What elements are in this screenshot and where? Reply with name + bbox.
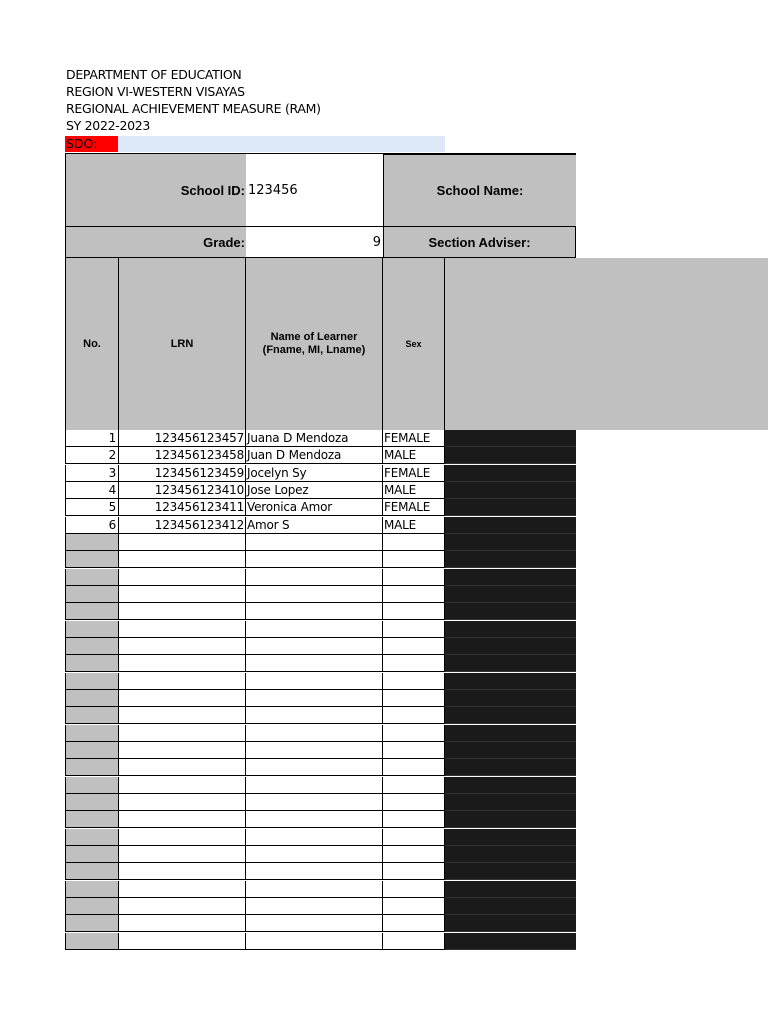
table-row	[65, 742, 576, 759]
cell-lrn[interactable]	[119, 863, 246, 880]
table-row	[65, 586, 576, 603]
table-row	[65, 881, 576, 898]
cell-no[interactable]: 5	[65, 499, 119, 516]
table-row	[65, 933, 576, 950]
cell-no[interactable]	[65, 863, 119, 880]
cell-learner-name[interactable]	[246, 759, 383, 776]
table-row	[65, 638, 576, 655]
cell-sex[interactable]	[383, 898, 445, 915]
cell-learner-name[interactable]	[246, 933, 383, 950]
table-row	[65, 759, 576, 776]
cell-extra[interactable]	[445, 829, 576, 846]
cell-no[interactable]: 1	[65, 430, 119, 447]
cell-sex[interactable]	[383, 655, 445, 672]
table-row	[65, 517, 576, 534]
cell-lrn[interactable]	[119, 794, 246, 811]
cell-learner-name[interactable]	[246, 655, 383, 672]
cell-extra[interactable]	[445, 811, 576, 828]
column-header-no-text: No.	[83, 337, 101, 350]
table-row	[65, 777, 576, 794]
cell-extra[interactable]	[445, 551, 576, 568]
cell-no[interactable]	[65, 881, 119, 898]
table-row	[65, 482, 576, 499]
cell-extra[interactable]	[445, 655, 576, 672]
table-row	[65, 863, 576, 880]
cell-sex[interactable]: MALE	[383, 482, 445, 499]
cell-sex[interactable]	[383, 621, 445, 638]
column-header-sex-text: Sex	[405, 338, 422, 349]
cell-extra[interactable]	[445, 846, 576, 863]
cell-extra[interactable]	[445, 447, 576, 464]
cell-extra[interactable]	[445, 673, 576, 690]
cell-lrn[interactable]	[119, 881, 246, 898]
column-header-lrn-text: LRN	[170, 337, 194, 350]
cell-learner-name[interactable]	[246, 638, 383, 655]
cell-sex[interactable]: MALE	[383, 517, 445, 534]
header-measure: REGIONAL ACHIEVEMENT MEASURE (RAM)	[66, 101, 321, 116]
cell-sex[interactable]	[383, 829, 445, 846]
school-id-label-cell	[65, 153, 246, 227]
cell-lrn[interactable]: 123456123412	[119, 517, 246, 534]
section-adviser-label: Section Adviser:	[428, 234, 531, 250]
header-school-year: SY 2022-2023	[66, 118, 151, 133]
table-row	[65, 794, 576, 811]
cell-lrn[interactable]	[119, 777, 246, 794]
table-row	[65, 603, 576, 620]
cell-extra[interactable]	[445, 517, 576, 534]
table-row	[65, 811, 576, 828]
cell-learner-name[interactable]	[246, 811, 383, 828]
cell-sex[interactable]	[383, 759, 445, 776]
cell-lrn[interactable]	[119, 638, 246, 655]
cell-extra[interactable]	[445, 898, 576, 915]
cell-sex[interactable]	[383, 794, 445, 811]
cell-sex[interactable]	[383, 603, 445, 620]
school-name-label-cell	[383, 153, 576, 227]
cell-no[interactable]	[65, 742, 119, 759]
cell-extra[interactable]	[445, 933, 576, 950]
cell-no[interactable]	[65, 846, 119, 863]
table-row	[65, 447, 576, 464]
cell-sex[interactable]	[383, 638, 445, 655]
cell-learner-name[interactable]	[246, 690, 383, 707]
cell-no[interactable]	[65, 829, 119, 846]
cell-sex[interactable]	[383, 811, 445, 828]
cell-learner-name[interactable]	[246, 777, 383, 794]
sdo-value-cell[interactable]	[118, 136, 445, 152]
cell-sex[interactable]	[383, 846, 445, 863]
cell-learner-name[interactable]	[246, 863, 383, 880]
header-department: DEPARTMENT OF EDUCATION	[66, 67, 242, 82]
cell-learner-name[interactable]	[246, 881, 383, 898]
cell-sex[interactable]	[383, 707, 445, 724]
cell-sex[interactable]	[383, 673, 445, 690]
cell-lrn[interactable]	[119, 534, 246, 551]
sdo-label: SDO:	[65, 136, 118, 152]
cell-sex[interactable]	[383, 933, 445, 950]
cell-no[interactable]	[65, 933, 119, 950]
cell-learner-name[interactable]	[246, 569, 383, 586]
cell-sex[interactable]	[383, 569, 445, 586]
cell-no[interactable]: 6	[65, 517, 119, 534]
table-row	[65, 829, 576, 846]
table-row	[65, 534, 576, 551]
cell-learner-name[interactable]	[246, 915, 383, 932]
column-header-extra	[445, 258, 768, 430]
cell-extra[interactable]	[445, 638, 576, 655]
cell-no[interactable]	[65, 725, 119, 742]
table-row	[65, 690, 576, 707]
column-header-name-text: Name of Learner (Fname, MI, Lname)	[262, 331, 366, 356]
section-adviser-label-cell	[383, 227, 576, 258]
cell-no[interactable]: 2	[65, 447, 119, 464]
cell-lrn[interactable]	[119, 915, 246, 932]
column-header-lrn	[119, 258, 246, 430]
school-name-label: School Name:	[436, 183, 524, 198]
cell-lrn[interactable]: 123456123457	[119, 430, 246, 447]
cell-learner-name[interactable]: Veronica Amor	[246, 499, 383, 516]
cell-no[interactable]	[65, 586, 119, 603]
cell-no[interactable]	[65, 915, 119, 932]
cell-learner-name[interactable]	[246, 603, 383, 620]
grade-label: Grade:	[203, 234, 245, 250]
cell-lrn[interactable]	[119, 655, 246, 672]
table-row	[65, 725, 576, 742]
cell-lrn[interactable]	[119, 933, 246, 950]
cell-learner-name[interactable]	[246, 898, 383, 915]
cell-learner-name[interactable]	[246, 846, 383, 863]
cell-extra[interactable]	[445, 777, 576, 794]
cell-learner-name[interactable]: Jose Lopez	[246, 482, 383, 499]
cell-no[interactable]	[65, 534, 119, 551]
cell-sex[interactable]	[383, 742, 445, 759]
cell-extra[interactable]	[445, 759, 576, 776]
cell-lrn[interactable]	[119, 603, 246, 620]
cell-lrn[interactable]	[119, 551, 246, 568]
column-header-no	[65, 258, 119, 430]
cell-extra[interactable]	[445, 690, 576, 707]
cell-no[interactable]	[65, 655, 119, 672]
grade-label-cell	[65, 227, 246, 258]
table-row	[65, 707, 576, 724]
cell-sex[interactable]	[383, 534, 445, 551]
cell-learner-name[interactable]	[246, 707, 383, 724]
cell-extra[interactable]	[445, 482, 576, 499]
cell-no[interactable]	[65, 551, 119, 568]
cell-learner-name[interactable]	[246, 794, 383, 811]
cell-lrn[interactable]	[119, 707, 246, 724]
cell-sex[interactable]: FEMALE	[383, 465, 445, 482]
table-row	[65, 569, 576, 586]
cell-extra[interactable]	[445, 707, 576, 724]
cell-extra[interactable]	[445, 586, 576, 603]
cell-learner-name[interactable]	[246, 829, 383, 846]
cell-extra[interactable]	[445, 430, 576, 447]
school-id-value: 123456	[248, 182, 298, 198]
table-row	[65, 621, 576, 638]
cell-no[interactable]	[65, 777, 119, 794]
cell-no[interactable]	[65, 569, 119, 586]
table-row	[65, 430, 576, 447]
cell-extra[interactable]	[445, 881, 576, 898]
cell-extra[interactable]	[445, 863, 576, 880]
cell-sex[interactable]	[383, 586, 445, 603]
cell-learner-name[interactable]	[246, 621, 383, 638]
cell-no[interactable]	[65, 898, 119, 915]
cell-sex[interactable]	[383, 551, 445, 568]
cell-sex[interactable]: FEMALE	[383, 499, 445, 516]
cell-lrn[interactable]	[119, 898, 246, 915]
cell-sex[interactable]: FEMALE	[383, 430, 445, 447]
cell-extra[interactable]	[445, 794, 576, 811]
cell-lrn[interactable]: 123456123411	[119, 499, 246, 516]
cell-learner-name[interactable]	[246, 673, 383, 690]
cell-extra[interactable]	[445, 569, 576, 586]
cell-no[interactable]: 4	[65, 482, 119, 499]
school-id-label: School ID:	[180, 182, 245, 198]
cell-lrn[interactable]	[119, 690, 246, 707]
header-region: REGION VI-WESTERN VISAYAS	[66, 84, 245, 99]
column-header-sex	[383, 258, 445, 430]
cell-extra[interactable]	[445, 742, 576, 759]
cell-no[interactable]	[65, 707, 119, 724]
cell-no[interactable]	[65, 794, 119, 811]
cell-lrn[interactable]	[119, 586, 246, 603]
table-row	[65, 499, 576, 516]
cell-lrn[interactable]: 123456123458	[119, 447, 246, 464]
cell-lrn[interactable]	[119, 759, 246, 776]
cell-lrn[interactable]	[119, 742, 246, 759]
table-row	[65, 465, 576, 482]
cell-learner-name[interactable]	[246, 551, 383, 568]
cell-no[interactable]: 3	[65, 465, 119, 482]
grade-value-cell[interactable]	[246, 227, 383, 258]
cell-sex[interactable]	[383, 881, 445, 898]
cell-lrn[interactable]	[119, 829, 246, 846]
table-row	[65, 846, 576, 863]
cell-learner-name[interactable]	[246, 725, 383, 742]
cell-extra[interactable]	[445, 534, 576, 551]
school-id-value-cell[interactable]	[246, 153, 383, 227]
cell-lrn[interactable]	[119, 811, 246, 828]
cell-sex[interactable]	[383, 725, 445, 742]
cell-learner-name[interactable]	[246, 586, 383, 603]
cell-learner-name[interactable]	[246, 534, 383, 551]
cell-no[interactable]	[65, 638, 119, 655]
cell-no[interactable]	[65, 759, 119, 776]
cell-no[interactable]	[65, 690, 119, 707]
cell-sex[interactable]	[383, 915, 445, 932]
cell-sex[interactable]: MALE	[383, 447, 445, 464]
cell-lrn[interactable]	[119, 725, 246, 742]
cell-learner-name[interactable]: Jocelyn Sy	[246, 465, 383, 482]
cell-sex[interactable]	[383, 690, 445, 707]
cell-learner-name[interactable]: Juan D Mendoza	[246, 447, 383, 464]
table-row	[65, 551, 576, 568]
cell-extra[interactable]	[445, 621, 576, 638]
grade-value: 9	[372, 234, 381, 250]
table-row	[65, 655, 576, 672]
cell-sex[interactable]	[383, 777, 445, 794]
cell-learner-name[interactable]: Amor S	[246, 517, 383, 534]
table-row	[65, 898, 576, 915]
cell-sex[interactable]	[383, 863, 445, 880]
cell-extra[interactable]	[445, 603, 576, 620]
cell-lrn[interactable]: 123456123410	[119, 482, 246, 499]
cell-lrn[interactable]	[119, 569, 246, 586]
cell-no[interactable]	[65, 673, 119, 690]
cell-no[interactable]	[65, 811, 119, 828]
column-header-name	[246, 258, 383, 430]
cell-extra[interactable]	[445, 465, 576, 482]
table-row	[65, 673, 576, 690]
cell-learner-name[interactable]	[246, 742, 383, 759]
cell-no[interactable]	[65, 603, 119, 620]
cell-learner-name[interactable]: Juana D Mendoza	[246, 430, 383, 447]
cell-extra[interactable]	[445, 915, 576, 932]
cell-no[interactable]	[65, 621, 119, 638]
cell-lrn[interactable]: 123456123459	[119, 465, 246, 482]
cell-extra[interactable]	[445, 725, 576, 742]
cell-lrn[interactable]	[119, 673, 246, 690]
cell-extra[interactable]	[445, 499, 576, 516]
cell-lrn[interactable]	[119, 621, 246, 638]
table-row	[65, 915, 576, 932]
cell-lrn[interactable]	[119, 846, 246, 863]
